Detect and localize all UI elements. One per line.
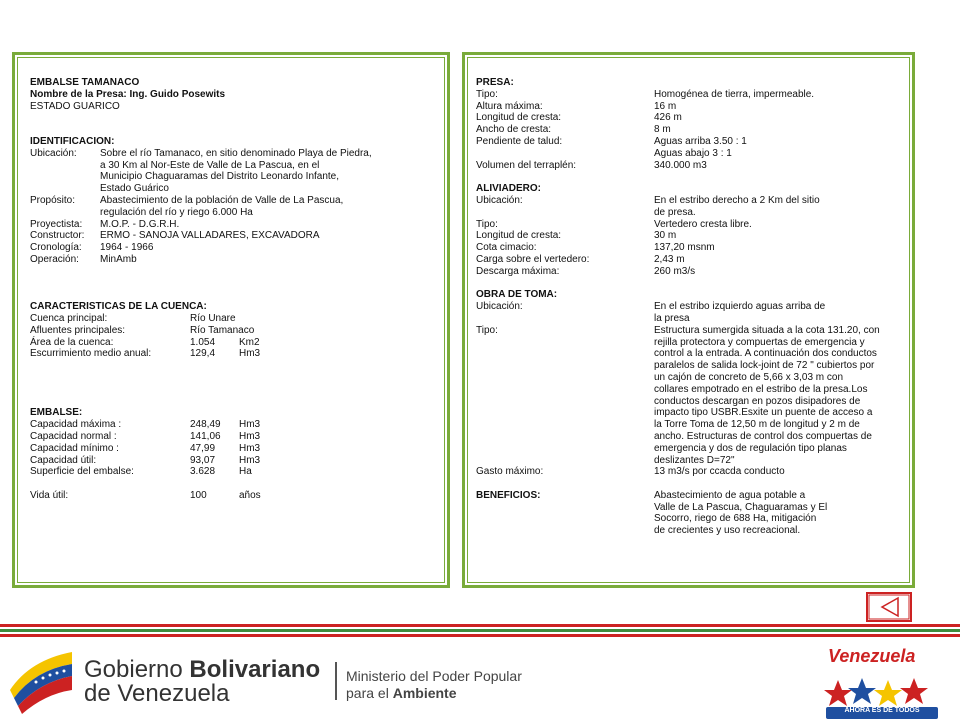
info-row: Volumen del terraplén: 340.000 m3 — [476, 159, 707, 171]
info-row: Pendiente de talud: Aguas arriba 3.50 : 1 — [476, 135, 747, 147]
info-row: la Torre Toma de 12,50 m de longitud y 2 m de — [654, 419, 860, 431]
info-row: paralelos de salida lock-joint de 72 " cubiertos por — [654, 360, 875, 372]
info-row: deslizantes D=72" — [654, 454, 735, 466]
slogan-text: AHORA ES DE TODOS — [844, 707, 920, 714]
info-row: Aguas abajo 3 : 1 — [654, 147, 732, 159]
government-logo-text: Gobierno Bolivariano — [84, 656, 321, 683]
footer-banner — [0, 640, 960, 720]
dam-name: Nombre de la Presa: Ing. Guido Posewits — [30, 88, 226, 100]
dam-header: PRESA: — [476, 77, 514, 88]
info-row: Ancho de cresta: 8 m — [476, 124, 671, 136]
info-row: collares empotrado en el estribo de la presa.Los — [654, 383, 868, 395]
info-row: Propósito: Abastecimiento de la población de Valle de La Pascua, — [30, 194, 344, 206]
info-row: Capacidad normal : 141,06 Hm3 — [30, 430, 261, 442]
ministry-name-line2: para el Ambiente — [346, 685, 457, 701]
info-row: Cuenca principal: Río Unare — [30, 312, 236, 324]
useful-life-row: Vida útil: 100 años — [30, 489, 261, 501]
info-row: regulación del río y riego 6.000 Ha — [100, 206, 253, 218]
right-panel-inner — [467, 57, 910, 583]
info-row: a 30 Km al Nor-Este de Valle de La Pascua, en el — [100, 159, 320, 171]
back-nav-button[interactable] — [866, 592, 912, 622]
right-info-panel — [462, 52, 915, 588]
info-row: Estado Guárico — [100, 183, 169, 195]
info-row: Descarga máxima: 260 m3/s — [476, 265, 696, 277]
info-row: Operación: MinAmb — [30, 253, 137, 265]
info-row: rejilla protectora y compuertas de emergencia y — [654, 336, 865, 348]
info-row: Tipo: Vertedero cresta libre. — [476, 218, 752, 230]
benefits-line: de crecientes y uso recreacional. — [654, 525, 801, 537]
basin-header: CARACTERISTICAS DE LA CUENCA: — [30, 301, 207, 313]
left-content — [30, 77, 440, 502]
benefits-line: Valle de La Pascua, Chaguaramas y El — [654, 501, 828, 513]
info-row: Proyectista: M.O.P. - D.G.R.H. — [30, 218, 180, 230]
info-row: Altura máxima: 16 m — [476, 100, 677, 112]
info-row: Cronología: 1964 - 1966 — [30, 242, 154, 254]
identification-header: IDENTIFICACION: — [30, 135, 115, 147]
info-row: Ubicación: En el estribo izquierdo aguas arriba de — [476, 301, 826, 313]
info-row: la presa — [654, 312, 690, 324]
info-row: Tipo: Estructura sumergida situada a la cota 131.20, con — [476, 324, 880, 336]
decorative-stripes — [0, 624, 960, 639]
info-row: Capacidad máxima : 248,49 Hm3 — [30, 419, 261, 431]
info-row: Longitud de cresta: 426 m — [476, 112, 682, 124]
info-row: Afluentes principales: Río Tamanaco — [30, 324, 255, 336]
info-row: Longitud de cresta: 30 m — [476, 230, 677, 242]
info-row: un cajón de concreto de 5,66 x 3,03 m con — [654, 371, 844, 383]
info-row: Municipio Chaguaramas del Distrito Leonardo Infante, — [100, 171, 340, 183]
left-info-panel — [12, 52, 450, 588]
info-row: Capacidad mínimo : 47,99 Hm3 — [30, 442, 261, 454]
reservoir-title: EMBALSE TAMANACO — [30, 77, 140, 88]
benefits-row: BENEFICIOS: Abastecimiento de agua potable a — [476, 489, 806, 501]
benefits-line: Socorro, riego de 688 Ha, mitigación — [654, 513, 817, 525]
ministry-name: Ministerio del Poder Popular — [346, 668, 522, 684]
info-row: Cota cimacio: 137,20 msnm — [476, 242, 715, 254]
info-row: Área de la cuenca: 1.054 Km2 — [30, 336, 260, 348]
info-row: Tipo: Homogénea de tierra, impermeable. — [476, 88, 815, 100]
info-row: Carga sobre el vertedero: 2,43 m — [476, 253, 685, 265]
venezuela-flag-logo-icon — [10, 652, 72, 714]
info-row: Escurrimiento medio anual: 129,4 Hm3 — [30, 348, 261, 360]
info-row: Ubicación: En el estribo derecho a 2 Km del sitio — [476, 194, 820, 206]
info-row: Gasto máximo: 13 m3/s por ccacda conducto — [476, 466, 785, 478]
info-row: ancho. Estructuras de control dos compuertas de — [654, 430, 872, 442]
right-content — [476, 77, 906, 537]
info-row: impacto tipo USBR.Esxite un puente de acceso a — [654, 407, 873, 419]
government-logo-text-line2: de Venezuela — [84, 680, 230, 707]
intake-header: OBRA DE TOMA: — [476, 289, 558, 301]
info-row: Superficie del embalse: 3.628 Ha — [30, 466, 252, 478]
spillway-header: ALIVIADERO: — [476, 183, 541, 195]
info-row: conductos descargan en pozos disipadores de — [654, 395, 861, 407]
info-row: emergencia y dos de regulación tipo planas — [654, 442, 847, 454]
left-panel-inner — [17, 57, 445, 583]
triangle-back-icon — [868, 594, 910, 620]
info-row: Capacidad útil: 93,07 Hm3 — [30, 454, 261, 466]
info-row: control a la entrada. A continuación dos conductos — [654, 348, 877, 360]
reservoir-header: EMBALSE: — [30, 407, 83, 419]
info-row: Ubicación: Sobre el río Tamanaco, en sitio denominado Playa de Piedra, — [30, 147, 372, 159]
info-row: Constructor: ERMO - SANOJA VALLADARES, EXCAVADORA — [30, 230, 320, 242]
venezuela-wordmark: Venezuela — [828, 646, 916, 666]
state-name: ESTADO GUARICO — [30, 100, 120, 112]
info-row: de presa. — [654, 206, 696, 218]
